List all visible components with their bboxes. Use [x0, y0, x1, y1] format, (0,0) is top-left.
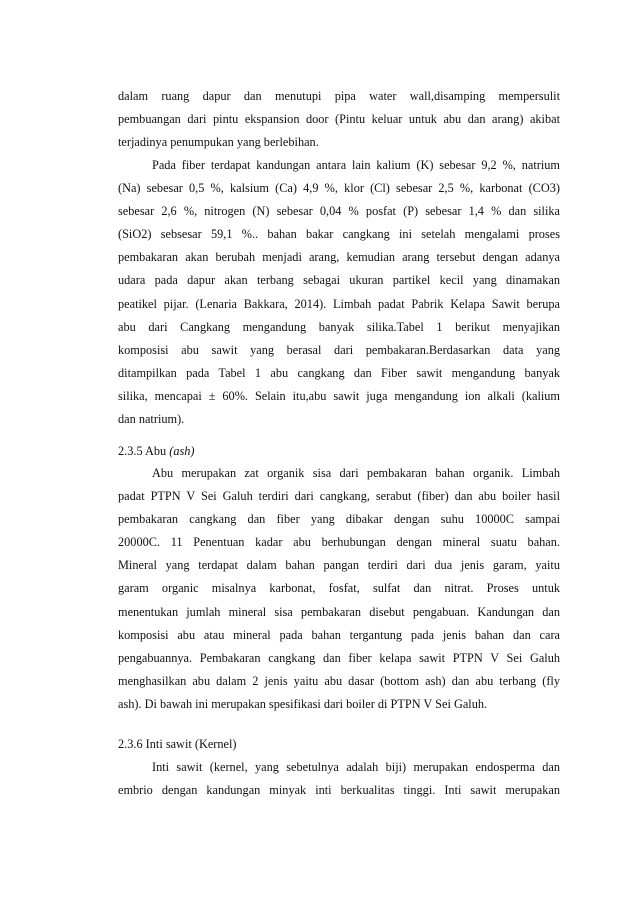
text-line: Inti sawit (kernel, yang sebetulnya adalah biji) merupakan endosperma dan	[152, 760, 560, 774]
text-line: pengabuannya. Pembakaran cangkang dan fiber kelapa sawit PTPN V Sei Galuh	[118, 650, 560, 665]
paragraph-inti-sawit	[118, 756, 560, 802]
text-line: abu dari Cangkang mengandung banyak silika.Tabel 1 berikut menyajikan	[118, 319, 560, 334]
text-line: peatikel pijar. (Lenaria Bakkara, 2014). Limbah padat Pabrik Kelapa Sawit berupa	[118, 296, 560, 311]
text-line: Abu merupakan zat organik sisa dari pembakaran bahan organik. Limbah	[152, 466, 560, 480]
text-line: terjadinya penumpukan yang berlebihan.	[118, 135, 319, 150]
text-line: 20000C. 11 Penentuan kadar abu berhubungan dengan mineral suatu bahan.	[118, 535, 560, 550]
text-line: menentukan jumlah mineral sisa pembakaran disebut pengabuan. Kandungan dan	[118, 604, 560, 619]
text-line: dan natrium).	[118, 412, 185, 427]
text-line: pembakaran cangkang dan fiber yang dibakar dengan suhu 10000C sampai	[118, 512, 560, 527]
paragraph-continuation	[118, 85, 560, 154]
section-heading-2-3-5	[118, 440, 560, 463]
heading-italic-term: (ash)	[169, 444, 195, 458]
text-line: silika, mencapai ± 60%. Selain itu,abu sawit juga mengandung ion alkali (kalium	[118, 388, 560, 403]
text-line: sebesar 2,6 %, nitrogen (N) sebesar 0,04 % posfat (P) sebesar 1,4 % dan silika	[118, 204, 560, 219]
text-line: Mineral yang terdapat dalam bahan pangan terdiri dari dua jenis garam, yaitu	[118, 558, 560, 573]
text-line: embrio dengan kandungan minyak inti berkualitas tinggi. Inti sawit merupakan	[118, 783, 560, 798]
text-line: (SiO2) sebsesar 59,1 %.. bahan bakar cangkang ini setelah mengalami proses	[118, 227, 560, 242]
text-line: komposisi abu sawit yang berasal dari pembakaran.Berdasarkan data yang	[118, 342, 560, 357]
text-line: ash). Di bawah ini merupakan spesifikasi dari boiler di PTPN V Sei Galuh.	[118, 696, 488, 711]
text-line: ditampilkan pada Tabel 1 abu cangkang dan Fiber sawit mengandung banyak	[118, 365, 560, 380]
paragraph-abu	[118, 462, 560, 716]
text-line: komposisi abu atau mineral pada bahan tergantung pada jenis bahan dan cara	[118, 627, 560, 642]
text-line: Pada fiber terdapat kandungan antara lain kalium (K) sebesar 9,2 %, natrium	[152, 158, 560, 172]
text-line: (Na) sebesar 0,5 %, kalsium (Ca) 4,9 %, klor (Cl) sebesar 2,5 %, karbonat (CO3)	[118, 181, 560, 196]
text-line: menghasilkan abu dalam 2 jenis yaitu abu dasar (bottom ash) dan abu terbang (fly	[118, 673, 560, 688]
text-line: garam organic misalnya karbonat, fosfat, sulfat dan nitrat. Proses untuk	[118, 581, 560, 596]
heading-text: 2.3.6 Inti sawit (Kernel)	[118, 737, 237, 751]
text-line: udara pada dapur akan terbang sebagai ukuran partikel kecil yang dinamakan	[118, 273, 560, 288]
heading-text: 2.3.5 Abu	[118, 444, 170, 458]
text-line: padat PTPN V Sei Galuh terdiri dari cangkang, serabut (fiber) dan abu boiler hasil	[118, 489, 560, 504]
text-line: pembakaran akan berubah menjadi arang, kemudian arang tersebut dengan adanya	[118, 250, 560, 265]
text-line: dalam ruang dapur dan menutupi pipa water wall,disamping mempersulit	[118, 89, 560, 103]
paragraph-fiber-content	[118, 154, 560, 431]
section-heading-2-3-6	[118, 733, 560, 756]
text-line: pembuangan dari pintu ekspansion door (Pintu keluar untuk abu dan arang) akibat	[118, 112, 560, 127]
